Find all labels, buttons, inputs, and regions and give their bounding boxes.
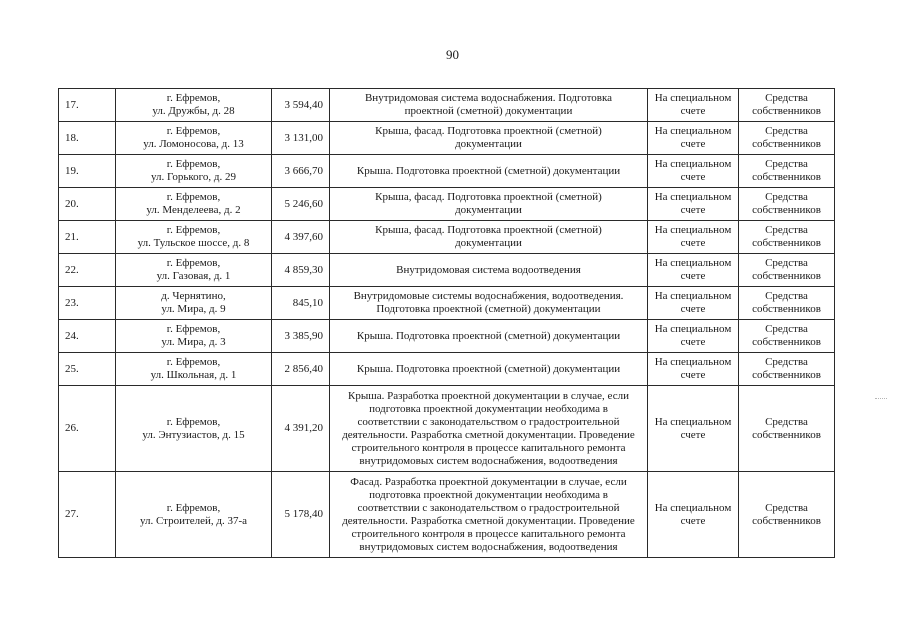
table-row: [59, 472, 835, 558]
table-row: [59, 320, 835, 353]
row-work-description: Крыша. Подготовка проектной (сметной) документации: [356, 362, 621, 375]
row-number: 21.: [59, 221, 116, 254]
row-work-description: Крыша. Разработка проектной документации в случае, если подготовка проектной документации необходима в соответствии с законодательством о градостроительной деятельности. Разработка сметной документации. Проведение строительного контроля в процессе капитального ремонта внутридомовых систем водоснабжения, водоотведения: [342, 389, 635, 467]
row-area: 4 397,60: [272, 221, 330, 254]
row-area: 4 391,20: [272, 386, 330, 472]
row-number: 26.: [59, 386, 116, 472]
table-row: [59, 287, 835, 320]
row-funding-source: Средства собственников: [752, 158, 821, 183]
row-work-description: Крыша, фасад. Подготовка проектной (сметной) документации: [375, 224, 602, 249]
row-number: 25.: [59, 353, 116, 386]
row-address: г. Ефремов, ул. Тульское шоссе, д. 8: [137, 224, 250, 249]
row-fund-method: На специальном счете: [654, 158, 732, 183]
row-address: г. Ефремов, ул. Дружбы, д. 28: [152, 92, 235, 117]
row-number: 19.: [59, 155, 116, 188]
row-work-description: Внутридомовые системы водоснабжения, водоотведения. Подготовка проектной (сметной) документации: [353, 290, 624, 315]
row-address: г. Ефремов, ул. Строителей, д. 37-а: [139, 501, 248, 527]
row-funding-source: Средства собственников: [752, 191, 821, 216]
row-address: г. Ефремов, ул. Энтузиастов, д. 15: [142, 415, 245, 441]
row-address: г. Ефремов, ул. Газовая, д. 1: [156, 257, 231, 282]
row-area: 5 246,60: [272, 188, 330, 221]
table-row: [59, 221, 835, 254]
page-number: 90: [446, 47, 459, 62]
row-area: 3 131,00: [272, 122, 330, 155]
row-address: д. Чернятино, ул. Мира, д. 9: [161, 290, 226, 315]
row-work-description: Крыша. Подготовка проектной (сметной) документации: [356, 164, 621, 177]
row-address: г. Ефремов, ул. Горького, д. 29: [150, 158, 237, 183]
table-row: [59, 155, 835, 188]
row-funding-source: Средства собственников: [752, 356, 821, 381]
table-row: [59, 188, 835, 221]
row-address: г. Ефремов, ул. Менделеева, д. 2: [146, 191, 241, 216]
table-row: [59, 254, 835, 287]
row-number: 22.: [59, 254, 116, 287]
row-funding-source: Средства собственников: [752, 224, 821, 249]
row-work-description: Внутридомовая система водоотведения: [396, 263, 581, 276]
row-work-description: Фасад. Разработка проектной документации в случае, если подготовка проектной документации необходима в соответствии с законодательством о градостроительной деятельности. Разработка сметной документации. Проведение строительного контроля в процессе капитального ремонта внутридомовых систем водоснабжения, водоотведения: [342, 475, 635, 553]
row-area: 4 859,30: [272, 254, 330, 287]
scan-artifact-mark: [875, 398, 887, 400]
row-fund-method: На специальном счете: [654, 356, 732, 381]
row-area: 2 856,40: [272, 353, 330, 386]
row-area: 5 178,40: [272, 472, 330, 558]
row-fund-method: На специальном счете: [654, 290, 732, 315]
row-number: 24.: [59, 320, 116, 353]
row-work-description: Крыша, фасад. Подготовка проектной (сметной) документации: [375, 191, 602, 216]
row-address: г. Ефремов, ул. Мира, д. 3: [161, 323, 226, 348]
row-number: 20.: [59, 188, 116, 221]
row-work-description: Внутридомовая система водоснабжения. Подготовка проектной (сметной) документации: [364, 92, 613, 117]
table-row: [59, 353, 835, 386]
table-row: [59, 89, 835, 122]
row-funding-source: Средства собственников: [752, 290, 821, 315]
row-funding-source: Средства собственников: [752, 323, 821, 348]
row-area: 3 666,70: [272, 155, 330, 188]
row-area: 3 385,90: [272, 320, 330, 353]
table-row: [59, 386, 835, 472]
row-work-description: Крыша. Подготовка проектной (сметной) документации: [356, 329, 621, 342]
row-fund-method: На специальном счете: [654, 191, 732, 216]
row-fund-method: На специальном счете: [654, 501, 732, 527]
row-funding-source: Средства собственников: [752, 257, 821, 282]
row-fund-method: На специальном счете: [654, 257, 732, 282]
row-fund-method: На специальном счете: [654, 415, 732, 441]
row-fund-method: На специальном счете: [654, 92, 732, 117]
row-number: 17.: [59, 89, 116, 122]
row-number: 23.: [59, 287, 116, 320]
row-funding-source: Средства собственников: [752, 92, 821, 117]
row-funding-source: Средства собственников: [752, 415, 821, 441]
row-fund-method: На специальном счете: [654, 125, 732, 150]
capital-repair-table: [58, 88, 835, 558]
row-area: 845,10: [272, 287, 330, 320]
row-address: г. Ефремов, ул. Ломоносова, д. 13: [143, 125, 244, 150]
row-fund-method: На специальном счете: [654, 224, 732, 249]
row-work-description: Крыша, фасад. Подготовка проектной (сметной) документации: [375, 125, 602, 150]
table-body: [59, 89, 835, 558]
row-area: 3 594,40: [272, 89, 330, 122]
row-funding-source: Средства собственников: [752, 125, 821, 150]
row-fund-method: На специальном счете: [654, 323, 732, 348]
row-number: 18.: [59, 122, 116, 155]
row-funding-source: Средства собственников: [752, 501, 821, 527]
row-address: г. Ефремов, ул. Школьная, д. 1: [150, 356, 237, 381]
row-number: 27.: [59, 472, 116, 558]
table-row: [59, 122, 835, 155]
